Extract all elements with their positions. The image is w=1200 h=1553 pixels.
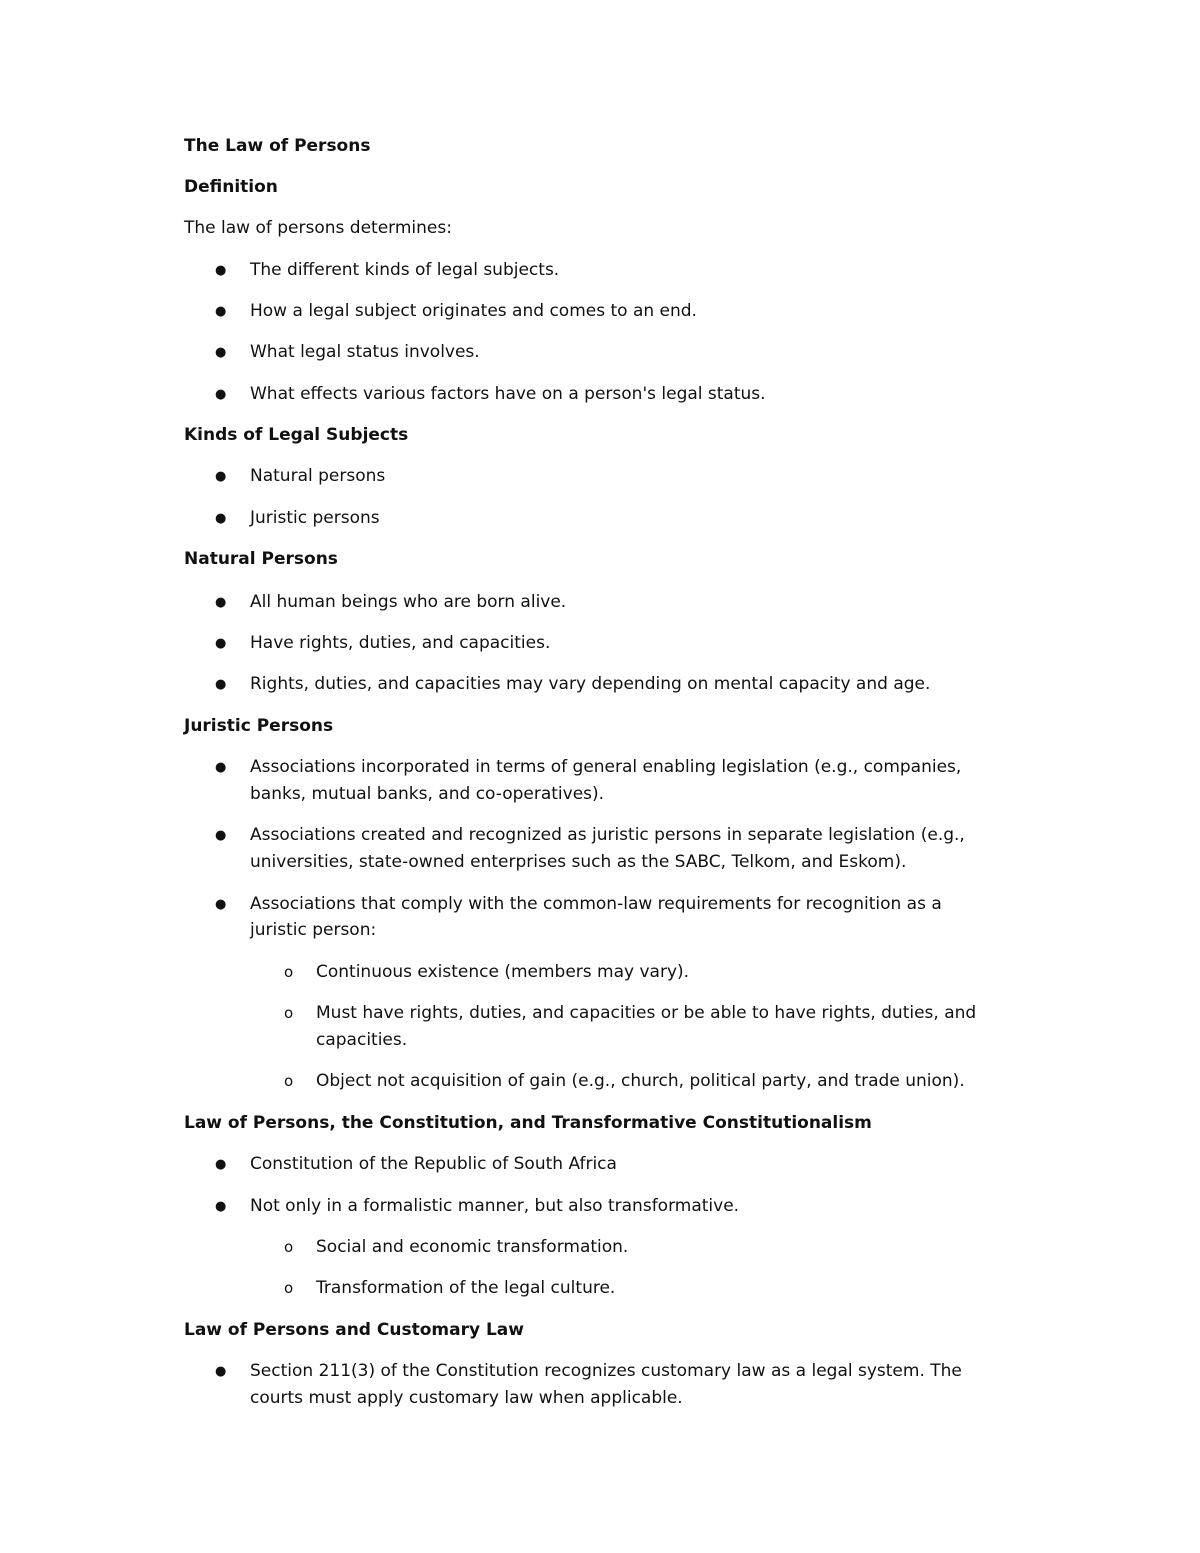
list-item: What legal status involves. (250, 342, 480, 362)
list-item-continuation: juristic person: (250, 920, 377, 940)
list-item: Natural persons (250, 466, 386, 486)
list-item: All human beings who are born alive. (250, 592, 567, 612)
subbullet-marker: o (284, 1072, 294, 1090)
bullet-marker: ● (215, 263, 227, 278)
list-item: Rights, duties, and capacities may vary depending on mental capacity and age. (250, 674, 931, 694)
document-title: The Law of Persons (184, 136, 371, 156)
bullet-marker: ● (215, 1364, 227, 1379)
bullet-marker: ● (215, 304, 227, 319)
list-item: Not only in a formalistic manner, but also transformative. (250, 1196, 740, 1216)
section-heading-juristic-persons: Juristic Persons (184, 716, 334, 736)
bullet-marker: ● (215, 511, 227, 526)
list-item-continuation: banks, mutual banks, and co-operatives). (250, 784, 605, 804)
bullet-marker: ● (215, 345, 227, 360)
section-heading-natural-persons: Natural Persons (184, 549, 338, 569)
bullet-marker: ● (215, 1199, 227, 1214)
list-item: Juristic persons (250, 508, 380, 528)
sub-list-item: Object not acquisition of gain (e.g., church, political party, and trade union). (316, 1071, 965, 1091)
bullet-marker: ● (215, 760, 227, 775)
list-item: Have rights, duties, and capacities. (250, 633, 551, 653)
section-heading-constitution: Law of Persons, the Constitution, and Transformative Constitutionalism (184, 1113, 872, 1133)
list-item: How a legal subject originates and comes to an end. (250, 301, 697, 321)
list-item: Section 211(3) of the Constitution recognizes customary law as a legal system. The (250, 1361, 962, 1381)
bullet-marker: ● (215, 469, 227, 484)
section-heading-definition: Definition (184, 177, 278, 197)
sub-list-item: Continuous existence (members may vary). (316, 962, 690, 982)
bullet-marker: ● (215, 677, 227, 692)
subbullet-marker: o (284, 1238, 294, 1256)
list-item: Associations that comply with the common-law requirements for recognition as a (250, 894, 942, 914)
bullet-marker: ● (215, 595, 227, 610)
list-item: Associations created and recognized as juristic persons in separate legislation (e.g., (250, 825, 965, 845)
list-item: What effects various factors have on a person's legal status. (250, 384, 766, 404)
sub-list-item: Social and economic transformation. (316, 1237, 629, 1257)
list-item: Constitution of the Republic of South Africa (250, 1154, 617, 1174)
list-item-continuation: universities, state-owned enterprises such as the SABC, Telkom, and Eskom). (250, 852, 907, 872)
list-item: The different kinds of legal subjects. (250, 260, 560, 280)
subbullet-marker: o (284, 1279, 294, 1297)
bullet-marker: ● (215, 897, 227, 912)
bullet-marker: ● (215, 636, 227, 651)
definition-intro: The law of persons determines: (184, 218, 452, 238)
bullet-marker: ● (215, 1157, 227, 1172)
sub-list-item: Must have rights, duties, and capacities or be able to have rights, duties, and (316, 1003, 977, 1023)
list-item: Associations incorporated in terms of general enabling legislation (e.g., companies, (250, 757, 962, 777)
section-heading-kinds: Kinds of Legal Subjects (184, 425, 409, 445)
sub-list-item: Transformation of the legal culture. (316, 1278, 616, 1298)
subbullet-marker: o (284, 963, 294, 981)
bullet-marker: ● (215, 828, 227, 843)
list-item-continuation: courts must apply customary law when applicable. (250, 1388, 683, 1408)
subbullet-marker: o (284, 1004, 294, 1022)
sub-list-item-continuation: capacities. (316, 1030, 408, 1050)
bullet-marker: ● (215, 387, 227, 402)
section-heading-customary-law: Law of Persons and Customary Law (184, 1320, 524, 1340)
